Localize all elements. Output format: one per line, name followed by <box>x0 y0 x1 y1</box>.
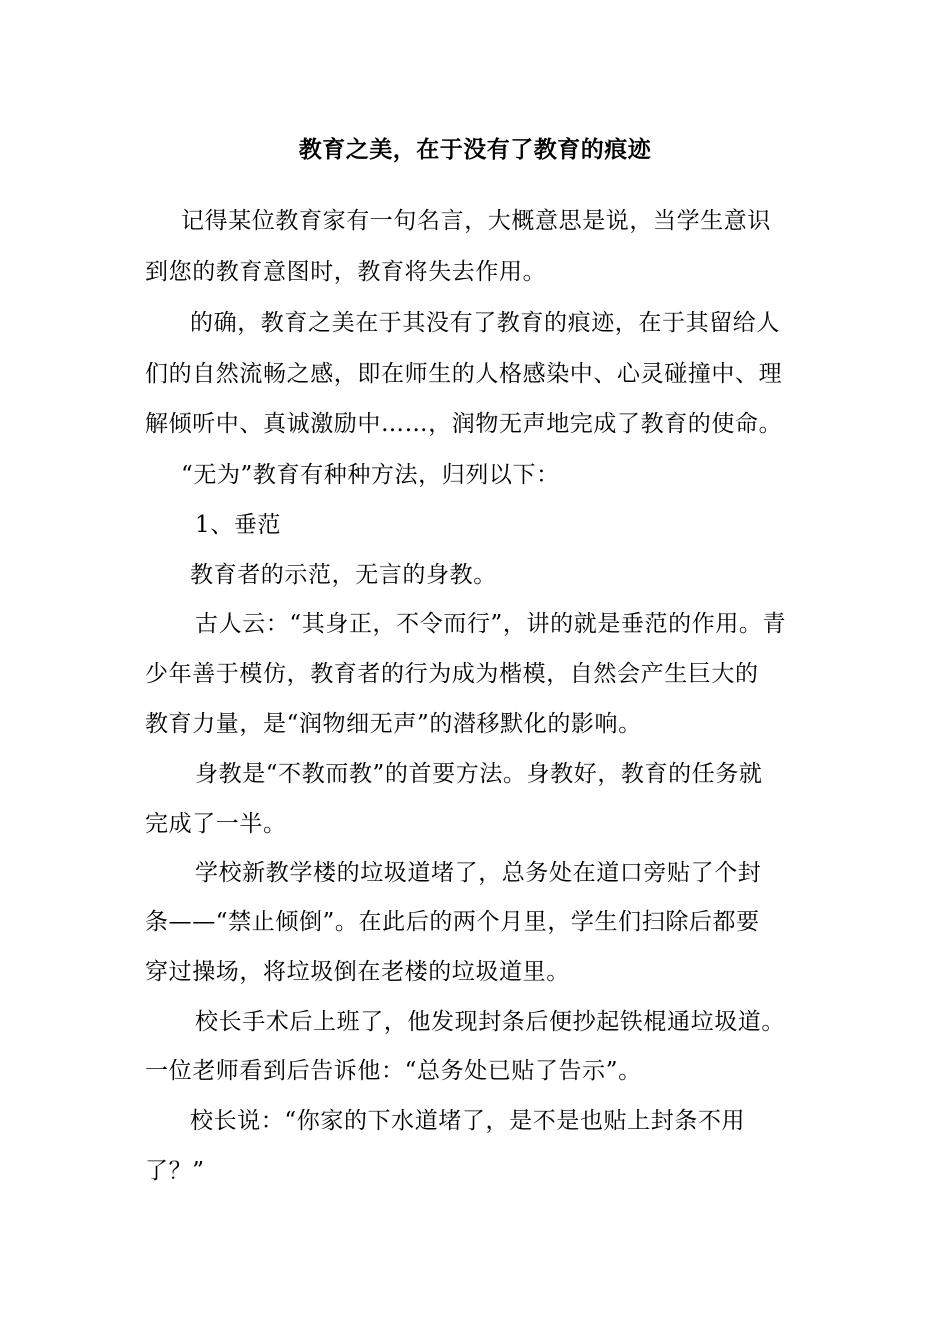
paragraph-line: “无为”教育有种种方法，归列以下： <box>181 462 560 488</box>
paragraph-line: 古人云：“其身正，不令而行”，讲的就是垂范的作用。青 <box>195 611 787 637</box>
paragraph-line: 的确，教育之美在于其没有了教育的痕迹，在于其留给人 <box>190 310 780 336</box>
paragraph-line: 身教是“不教而教”的首要方法。身教好，教育的任务就 <box>195 761 763 787</box>
paragraph-line: 到您的教育意图时，教育将失去作用。 <box>145 259 547 285</box>
paragraph-line: 教育力量，是“润物细无声”的潜移默化的影响。 <box>145 711 642 737</box>
paragraph-line: 校长说：“你家的下水道堵了，是不是也贴上封条不用 <box>190 1108 746 1134</box>
document-title: 教育之美，在于没有了教育的痕迹 <box>298 136 652 163</box>
paragraph-line: 了？” <box>145 1158 205 1184</box>
paragraph-line: 记得某位教育家有一句名言，大概意思是说，当学生意识 <box>181 208 771 234</box>
paragraph-line: 完成了一半。 <box>145 811 287 837</box>
paragraph-line: 一位老师看到后告诉他：“总务处已贴了告示”。 <box>145 1058 642 1084</box>
paragraph-line: 们的自然流畅之感，即在师生的人格感染中、心灵碰撞中、理 <box>145 361 783 387</box>
paragraph-line: 学校新教学楼的垃圾道堵了，总务处在道口旁贴了个封 <box>195 860 762 886</box>
paragraph-line: 教育者的示范，无言的身教。 <box>190 562 497 588</box>
paragraph-line: 校长手术后上班了，他发现封条后便抄起铁棍通垃圾道。 <box>195 1009 785 1035</box>
paragraph-line: 解倾听中、真诚激励中……，润物无声地完成了教育的使命。 <box>145 411 783 437</box>
section-heading: 1、垂范 <box>195 512 282 538</box>
paragraph-line: 少年善于模仿，教育者的行为成为楷模，自然会产生巨大的 <box>145 661 759 687</box>
paragraph-line: 条——“禁止倾倒”。在此后的两个月里，学生们扫除后都要 <box>145 909 760 935</box>
paragraph-line: 穿过操场，将垃圾倒在老楼的垃圾道里。 <box>145 959 570 985</box>
